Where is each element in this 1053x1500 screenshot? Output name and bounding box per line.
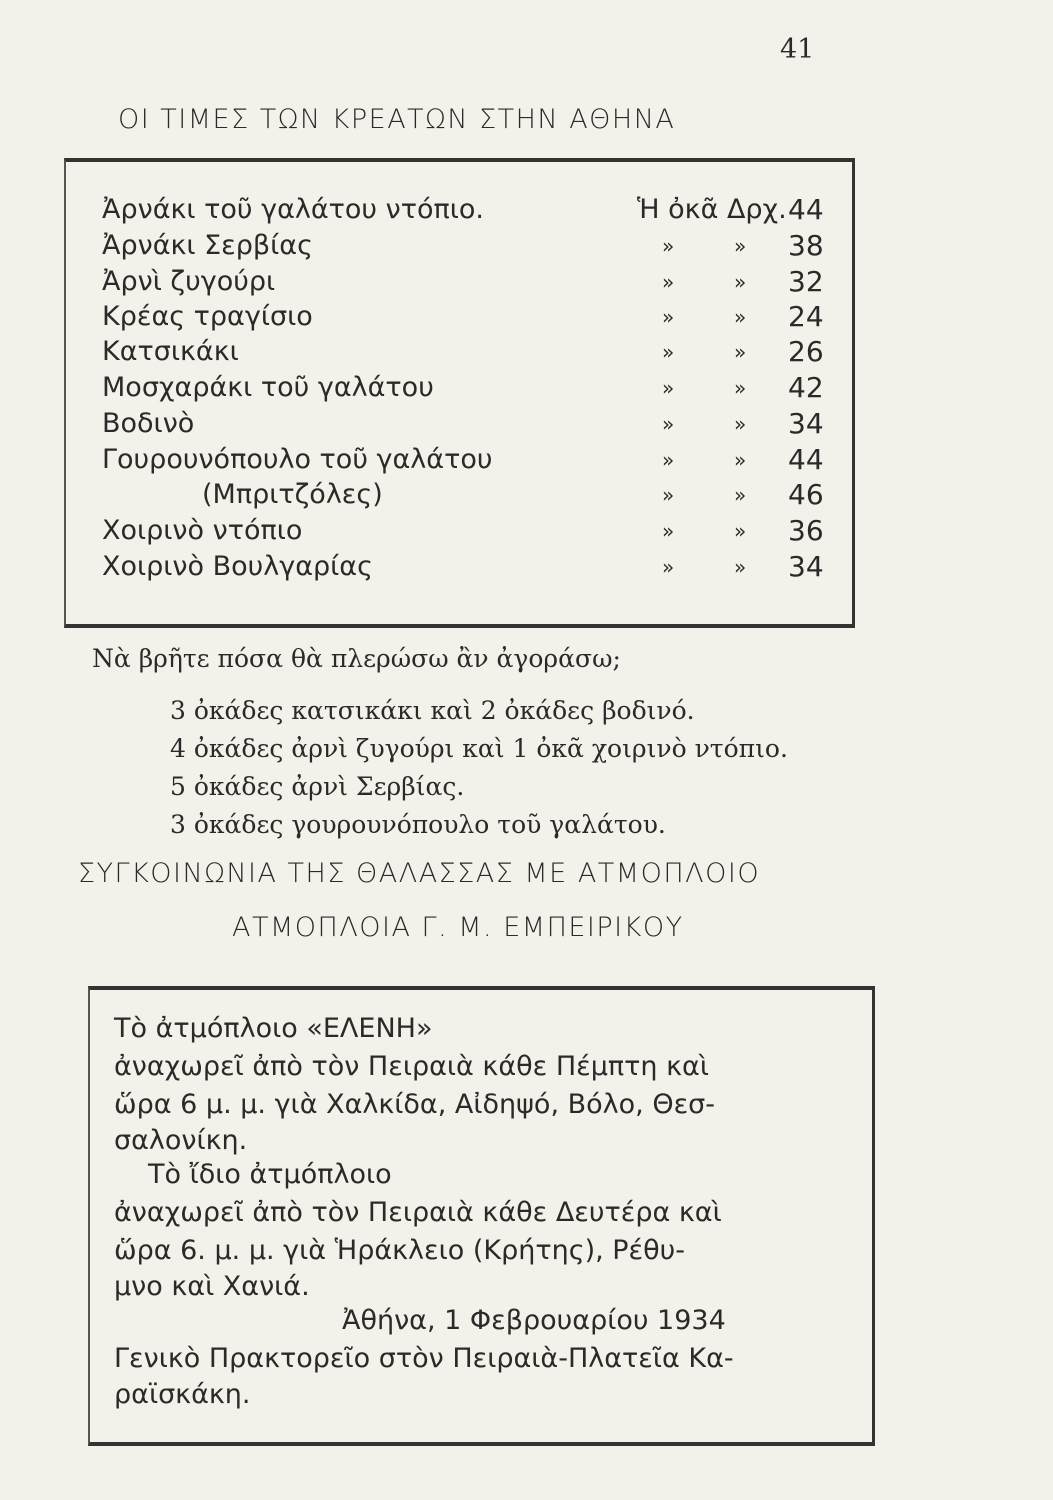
- item-name: Χοιρινὸ Βουλγαρίας: [102, 551, 373, 582]
- question-line: 3 ὀκάδες κατσικάκι καὶ 2 ὀκάδες βοδινό.: [170, 696, 695, 725]
- ditto-mark: »: [734, 519, 747, 543]
- ditto-mark: »: [734, 234, 747, 258]
- notice-line: ἀναχωρεῖ ἀπὸ τὸν Πειραιὰ κάθε Πέμπτη καὶ: [114, 1051, 709, 1082]
- ditto-mark: »: [662, 340, 675, 364]
- item-price: 26: [788, 335, 824, 368]
- ditto-mark: »: [734, 305, 747, 329]
- ditto-mark: »: [734, 270, 747, 294]
- ditto-mark: »: [662, 519, 675, 543]
- price-row: [102, 513, 832, 549]
- item-price: 24: [788, 300, 824, 333]
- ditto-mark: »: [734, 483, 747, 507]
- price-row: [102, 228, 832, 264]
- item-name: Χοιρινὸ ντόπιο: [102, 515, 303, 546]
- item-name: Ἀρνὶ ζυγούρι: [102, 266, 276, 297]
- ditto-mark: »: [662, 305, 675, 329]
- item-price: 46: [788, 478, 824, 511]
- price-row: [102, 477, 832, 513]
- item-name: Βοδινὸ: [102, 408, 195, 439]
- ditto-mark: »: [734, 555, 747, 579]
- ditto-mark: »: [662, 270, 675, 294]
- price-row: [102, 334, 832, 370]
- notice-line: ὥρα 6. μ. μ. γιὰ Ἡράκλειο (Κρήτης), Ρέθυ-: [114, 1235, 686, 1266]
- ditto-mark: »: [662, 412, 675, 436]
- notice-line: Τὸ ἀτμόπλοιο «ΕΛΕΝΗ»: [114, 1013, 433, 1044]
- page-number: 41: [780, 34, 815, 65]
- price-row: [102, 549, 832, 585]
- item-price: 34: [788, 550, 824, 583]
- item-price: 44: [788, 443, 824, 476]
- notice-date: Ἀθήνα, 1 Φεβρουαρίου 1934: [342, 1305, 726, 1336]
- item-name: Γουρουνόπουλο τοῦ γαλάτου: [102, 444, 493, 475]
- prices-title: ΟΙ ΤΙΜΕΣ ΤΩΝ ΚΡΕΑΤΩΝ ΣΤΗΝ ΑΘΗΝΑ: [118, 104, 676, 135]
- ditto-mark: »: [734, 376, 747, 400]
- ditto-mark: »: [734, 340, 747, 364]
- price-table: [64, 158, 855, 628]
- price-row: [102, 264, 832, 300]
- question-line: 4 ὀκάδες ἀρνὶ ζυγούρι καὶ 1 ὀκᾶ χοιρινὸ ντόπιο.: [170, 734, 788, 763]
- item-price: 42: [788, 371, 824, 404]
- item-name: Κρέας τραγίσιο: [102, 301, 313, 332]
- price-row: [102, 370, 832, 406]
- notice-line: ραϊσκάκη.: [114, 1379, 251, 1410]
- shipping-subtitle: ΑΤΜΟΠΛΟΙΑ Γ. Μ. ΕΜΠΕΙΡΙΚΟΥ: [232, 912, 684, 943]
- unit-label: Ἡ ὀκᾶ Δρχ.: [637, 194, 787, 225]
- price-row: [102, 299, 832, 335]
- shipping-title: ΣΥΓΚΟΙΝΩΝΙΑ ΤΗΣ ΘΑΛΑΣΣΑΣ ΜΕ ΑΤΜΟΠΛΟΙΟ: [78, 858, 761, 889]
- ditto-mark: »: [734, 448, 747, 472]
- question-intro: Νὰ βρῆτε πόσα θὰ πλερώσω ἂν ἀγοράσω;: [92, 644, 621, 673]
- question-line: 3 ὀκάδες γουρουνόπουλο τοῦ γαλάτου.: [170, 810, 666, 839]
- ditto-mark: »: [662, 234, 675, 258]
- item-price: 34: [788, 407, 824, 440]
- notice-line: ὥρα 6 μ. μ. γιὰ Χαλκίδα, Αἰδηψό, Βόλο, Θεσ-: [114, 1089, 716, 1120]
- item-name: (Μπριτζόλες): [202, 479, 383, 510]
- ditto-mark: »: [662, 555, 675, 579]
- shipping-notice: [88, 986, 875, 1446]
- notice-line: Τὸ ἴδιο ἀτμόπλοιο: [148, 1159, 392, 1190]
- item-name: Ἀρνάκι τοῦ γαλάτου ντόπιο.: [102, 194, 484, 225]
- item-price: 44: [788, 193, 824, 226]
- item-name: Ἀρνάκι Σερβίας: [102, 230, 313, 261]
- price-row: [102, 442, 832, 478]
- notice-line: σαλονίκη.: [114, 1125, 248, 1156]
- ditto-mark: »: [662, 376, 675, 400]
- item-name: Μοσχαράκι τοῦ γαλάτου: [102, 372, 434, 403]
- item-name: Κατσικάκι: [102, 336, 239, 367]
- question-line: 5 ὀκάδες ἀρνὶ Σερβίας.: [170, 772, 465, 801]
- item-price: 32: [788, 265, 824, 298]
- item-price: 36: [788, 514, 824, 547]
- ditto-mark: »: [662, 483, 675, 507]
- item-price: 38: [788, 229, 824, 262]
- notice-line: ἀναχωρεῖ ἀπὸ τὸν Πειραιὰ κάθε Δευτέρα καὶ: [114, 1197, 722, 1228]
- price-row: [102, 406, 832, 442]
- ditto-mark: »: [734, 412, 747, 436]
- notice-line: μνο καὶ Χανιά.: [114, 1271, 310, 1302]
- price-row: [102, 192, 832, 228]
- ditto-mark: »: [662, 448, 675, 472]
- notice-line: Γενικὸ Πρακτορεῖο στὸν Πειραιὰ-Πλατεῖα Κα-: [114, 1343, 734, 1374]
